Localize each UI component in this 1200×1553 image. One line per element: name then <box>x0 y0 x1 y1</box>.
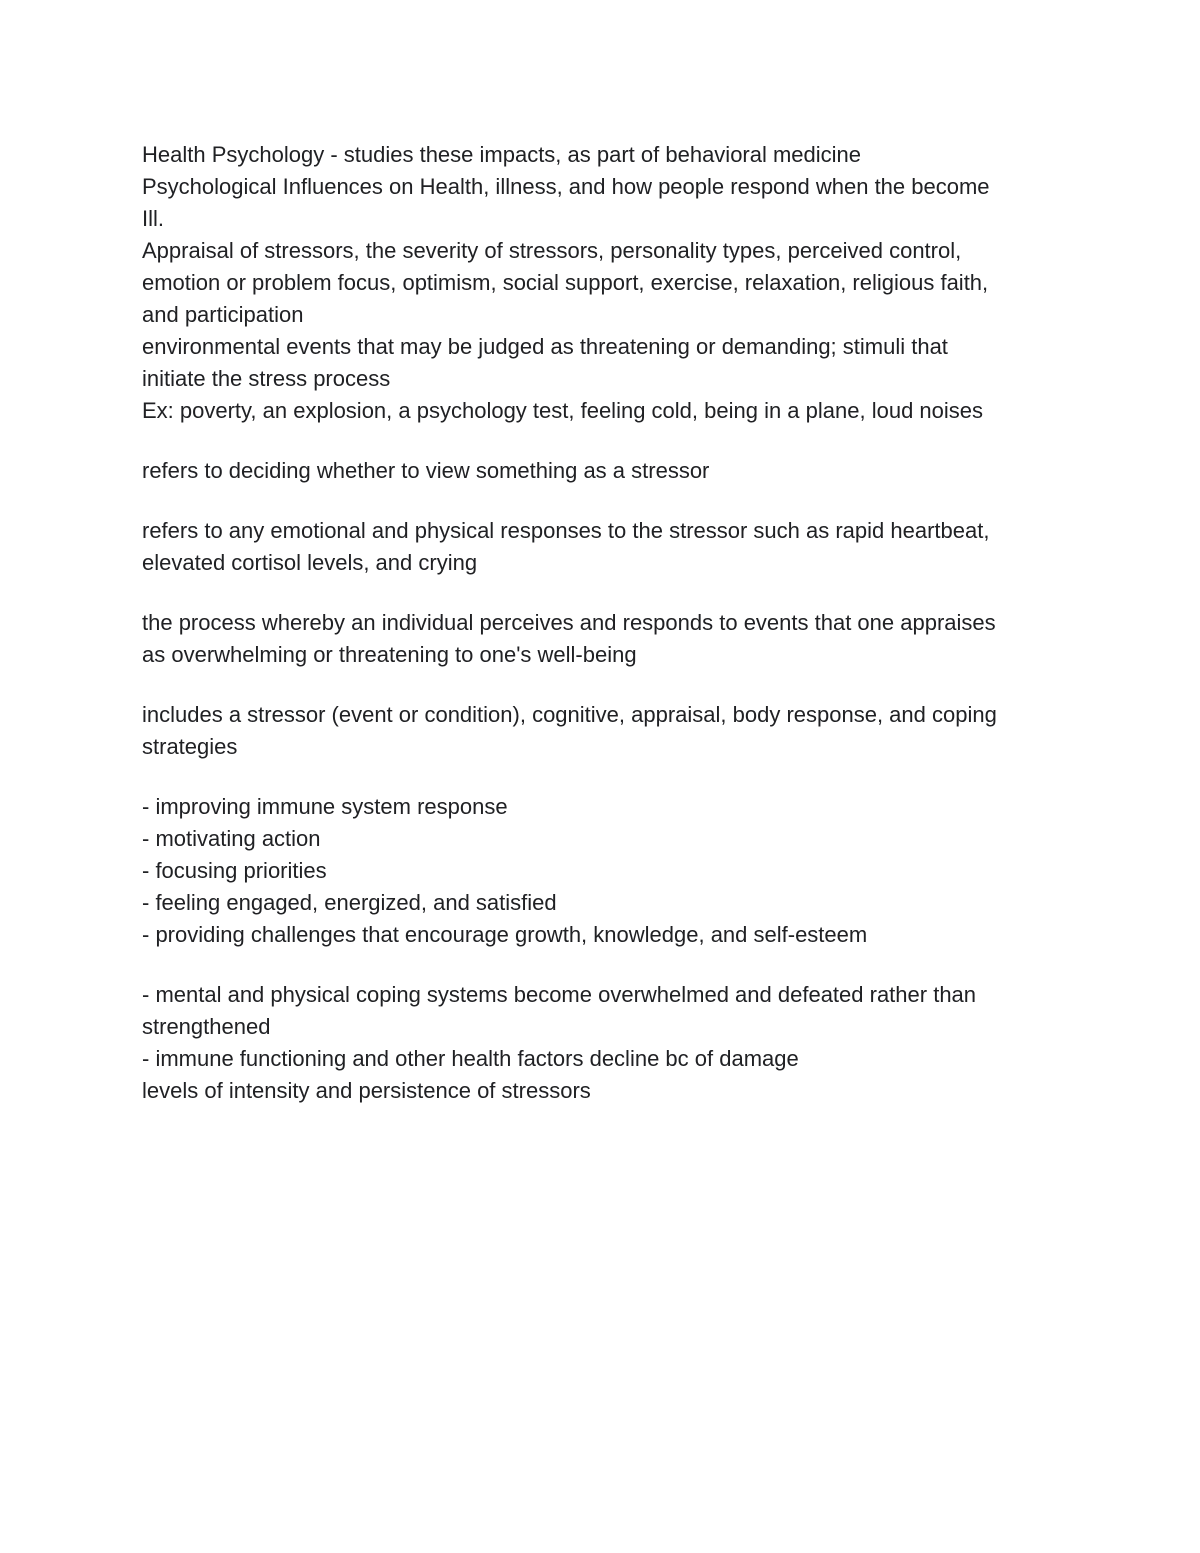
document-body <box>142 139 1072 1107</box>
text-line: Appraisal of stressors, the severity of stressors, personality types, perceived control, <box>142 238 962 263</box>
list-item: - motivating action <box>142 826 321 851</box>
text-line: strategies <box>142 734 238 759</box>
list-item: - providing challenges that encourage growth, knowledge, and self-esteem <box>142 922 868 947</box>
text-line: refers to any emotional and physical responses to the stressor such as rapid heartbeat, <box>142 518 990 543</box>
text-line: Ex: poverty, an explosion, a psychology test, feeling cold, being in a plane, loud noises <box>142 398 984 423</box>
list-item: - mental and physical coping systems become overwhelmed and defeated rather than <box>142 982 977 1007</box>
text-line: the process whereby an individual perceives and responds to events that one appraises <box>142 610 996 635</box>
paragraph-gap <box>142 579 1072 607</box>
text-line: environmental events that may be judged as threatening or demanding; stimuli that <box>142 334 948 359</box>
paragraph-gap <box>142 951 1072 979</box>
text-line: Health Psychology - studies these impacts, as part of behavioral medicine <box>142 142 862 167</box>
text-line: emotion or problem focus, optimism, social support, exercise, relaxation, religious faith, <box>142 270 989 295</box>
text-line: refers to deciding whether to view something as a stressor <box>142 458 710 483</box>
text-line: includes a stressor (event or condition), cognitive, appraisal, body response, and coping <box>142 702 997 727</box>
paragraph-gap <box>142 487 1072 515</box>
list-item: - improving immune system response <box>142 794 508 819</box>
text-line: levels of intensity and persistence of stressors <box>142 1078 591 1103</box>
text-line: strengthened <box>142 1014 271 1039</box>
paragraph-gap <box>142 671 1072 699</box>
text-line: initiate the stress process <box>142 366 391 391</box>
paragraph-gap <box>142 427 1072 455</box>
list-item: - immune functioning and other health factors decline bc of damage <box>142 1046 799 1071</box>
text-line: Ill. <box>142 206 164 231</box>
paragraph-gap <box>142 763 1072 791</box>
text-line: as overwhelming or threatening to one's well-being <box>142 642 637 667</box>
list-item: - feeling engaged, energized, and satisfied <box>142 890 557 915</box>
text-line: and participation <box>142 302 304 327</box>
text-line: elevated cortisol levels, and crying <box>142 550 478 575</box>
text-line: Psychological Influences on Health, illness, and how people respond when the become <box>142 174 990 199</box>
list-item: - focusing priorities <box>142 858 327 883</box>
